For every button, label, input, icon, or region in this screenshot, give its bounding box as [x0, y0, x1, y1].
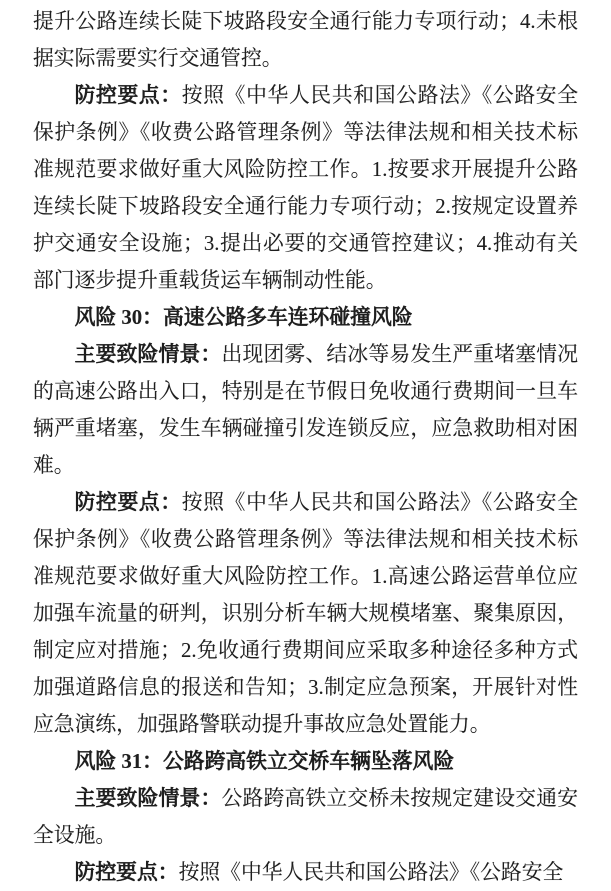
- risk-31-heading-text: 风险 31：公路跨高铁立交桥车辆坠落风险: [74, 750, 455, 773]
- risk-scenario-label: 主要致险情景：: [74, 787, 222, 810]
- paragraph-text: 按照《中华人民共和国公路法》《公路安全保护条例》《收费公路管理条例》等法律法规和相关技术标准规范要求做好重大风险防控工作。1.按要求开展提升公路连续长陡下坡路段安全通行能力专项行动；2.按规定设置养护交通安全设施；3.提出必要的交通管控建议；4.推动有关部门逐步提升重载货运车辆制动性能。: [33, 84, 579, 292]
- risk-31-heading: [33, 743, 578, 780]
- risk-30-heading-text: 风险 30：高速公路多车连环碰撞风险: [74, 306, 413, 329]
- paragraph-text: 提升公路连续长陡下坡路段安全通行能力专项行动；4.未根据实际需要实行交通管控。: [33, 10, 578, 70]
- risk-scenario-paragraph: [33, 780, 578, 854]
- risk-scenario-paragraph: [33, 336, 578, 484]
- prevention-points-label: 防控要点：: [74, 84, 182, 107]
- paragraph-continuation: [33, 3, 578, 77]
- paragraph-text: 出现团雾、结冰等易发生严重堵塞情况的高速公路出入口，特别是在节假日免收通行费期间一旦车辆严重堵塞，发生车辆碰撞引发连锁反应，应急救助相对困难。: [33, 343, 579, 477]
- paragraph-text: 按照《中华人民共和国公路法》《公路安全: [178, 861, 564, 884]
- risk-scenario-label: 主要致险情景：: [74, 343, 222, 366]
- paragraph-text: 按照《中华人民共和国公路法》《公路安全保护条例》《收费公路管理条例》等法律法规和相关技术标准规范要求做好重大风险防控工作。1.高速公路运营单位应加强车流量的研判，识别分析车辆大规模堵塞、聚集原因，制定应对措施；2.免收通行费期间应采取多种途径多种方式加强道路信息的报送和告知；3.制定应急预案，开展针对性应急演练，加强路警联动提升事故应急处置能力。: [33, 491, 579, 736]
- prevention-points-label: 防控要点：: [74, 491, 182, 514]
- prevention-points-paragraph: [33, 77, 578, 299]
- prevention-points-paragraph: [33, 484, 578, 743]
- risk-30-heading: [33, 299, 578, 336]
- prevention-points-label: 防控要点：: [74, 861, 179, 884]
- prevention-points-paragraph: [33, 854, 578, 891]
- paragraph-text: 公路跨高铁立交桥未按规定建设交通安全设施。: [33, 787, 579, 847]
